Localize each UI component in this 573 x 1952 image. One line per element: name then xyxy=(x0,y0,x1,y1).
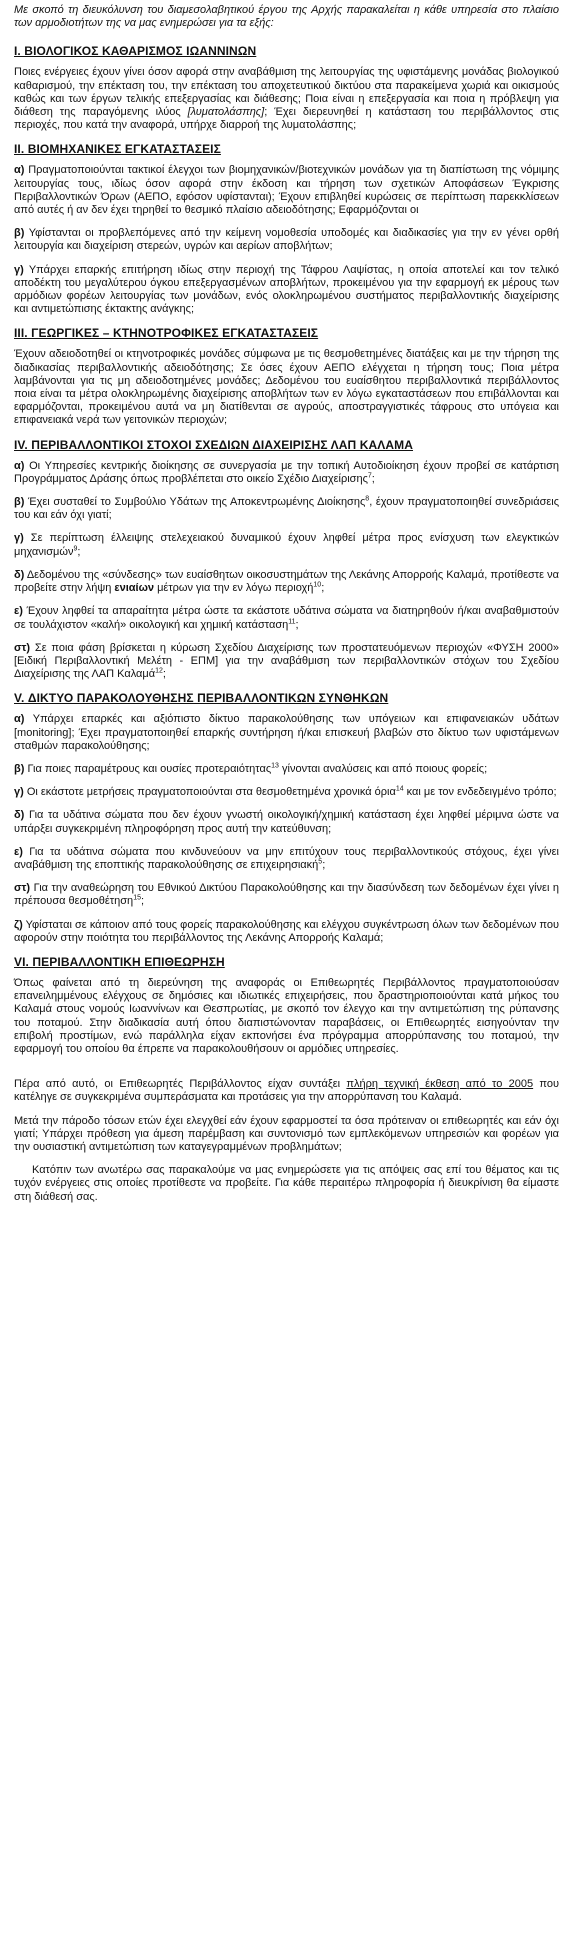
s4-d-text: Δεδομένου της «σύνδεσης» των ευαίσθητων οικοσυστημάτων της Λεκάνης Απορροής Καλαμά, προτίθεστε να προβείτε στην λήψη xyxy=(14,568,559,595)
s5-a-text: Υπάρχει επαρκές και αξιόπιστο δίκτυο παρακολούθησης των υπόγειων και επιφανειακών υδάτων [monitoring]; Έχει πραγματοποιηθεί επαρκής συντήρηση ή/και επισκευή βλαβών στο δίκτυο των υφιστάμενων σταθμών παρακολούθησης; xyxy=(14,713,559,752)
s5-item-d xyxy=(14,809,559,835)
section-1 xyxy=(14,44,559,132)
s5-item-b xyxy=(14,763,559,776)
s5-item-e: ε) Για τα υδάτινα σώματα που κινδυνεύουν να μην επιτύχουν τους περιβαλλοντικούς στόχους, έχει γίνει αναβάθμιση της εποπτικής παρακολούθησης σε επιχειρησιακή$^5$; xyxy=(14,845,559,871)
section-4-title: IV. ΠΕΡΙΒΑΛΛΟΝΤΙΚΟΙ ΣΤΟΧΟΙ ΣΧΕΔΙΩΝ ΔΙΑΧΕΙΡΙΣΗΣ ΛΑΠ ΚΑΛΑΜΑ xyxy=(14,437,414,452)
s5-c-text-end: και με τον ενδεδειγμένο τρόπο; xyxy=(403,786,557,799)
s4-item-c: γ) Σε περίπτωση έλλειψης στελεχειακού δυναμικού έχουν ληφθεί μέτρα προς ενίσχυση των ελεγκτικών μηχανισμών$^9$; xyxy=(14,532,559,558)
s4-a-footnote: 7 xyxy=(367,472,372,480)
s6-paragraph-3: Μετά την πάροδο τόσων ετών έχει ελεγχθεί εάν έχουν εφαρμοστεί τα όσα πρότειναν οι επιθεωρητές και εάν όχι γιατί; Υπάρχει πρόθεση για άμεση παρέμβαση και συντονισμό των εμπλεκόμενων υπηρεσιών και φορέων για την ουσιαστική αντιμετώπιση των καταγεγραμμένων προβλημάτων; xyxy=(14,1114,559,1153)
section-3-title: III. ΓΕΩΡΓΙΚΕΣ – ΚΤΗΝΟΤΡΟΦΙΚΕΣ ΕΓΚΑΤΑΣΤΑΣΕΙΣ xyxy=(14,326,319,341)
s4-b-label: β) xyxy=(14,496,25,509)
section-3 xyxy=(14,326,559,427)
s5-item-a xyxy=(14,713,559,753)
s2-item-a xyxy=(14,164,559,217)
section-4 xyxy=(14,438,559,682)
s2-b-text: Υφίστανται οι προβλεπόμενες από την κείμενη νομοθεσία υποδομές και διαδικασίες για την εν γένει ορθή λειτουργία και διαχείριση στερεών, υγρών και αερίων αποβλήτων; xyxy=(14,227,559,253)
s4-a-label: α) xyxy=(14,459,25,472)
s5-g-text: Υφίσταται σε κάποιον από τους φορείς παρακολούθησης και ελέγχου συγκέντρωση όλων των δεδομένων που αφορούν στην ποιότητα του περιβάλλοντος της Λεκάνης Απορροής Καλαμά; xyxy=(14,918,559,944)
s4-a-text: Οι Υπηρεσίες κεντρικής διοίκησης σε συνεργασία με την τοπική Αυτοδιοίκηση έχουν προβεί σε κατάρτιση Προγράμματος Δράσης όπως προβλέπεται στο οικείο Σχέδιο Διαχείρισης xyxy=(14,459,559,485)
s1-text: Ποιες ενέργειες έχουν γίνει όσον αφορά στην αναβάθμιση της λειτουργίας της υφιστάμενης μονάδας βιολογικού καθαρισμού, την επέκταση του, την επέκταση του αποχετευτικού δικτύου στα παρακείμενα χωριά και οικισμούς καθώς και των έργων τελικής επεξεργασίας και διάθεσης; Ποια είναι η επεξεργασία και ποια η πρόβλεψη για διάθεση της παραγόμενης ιλύος xyxy=(14,66,559,119)
s5-c-text: Οι εκάστοτε μετρήσεις πραγματοποιούνται στα θεσμοθετημένα χρονικά όρια xyxy=(26,786,396,799)
s5-d-label: δ) xyxy=(14,809,25,822)
s5-f-text: Για την αναθεώρηση του Εθνικού Δικτύου Παρακολούθησης και την διασύνδεση των δεδομένων έχει γίνει η πρέπουσα θεσμοθέτηση xyxy=(14,882,560,908)
s1-italic: [λυματολάσπης] xyxy=(187,106,265,119)
s6-paragraph-4: Κατόπιν των ανωτέρω σας παρακαλούμε να μας ενημερώσετε για τις απόψεις σας επί του θέματος και τις τυχόν ενέργειες στις οποίες προτίθεστε να προβείτε. Για κάθε περαιτέρω πληροφορία ή διευκρίνιση θα είμαστε στη διάθεσή σας. xyxy=(14,1164,559,1203)
s4-c-text: Σε περίπτωση έλλειψης στελεχειακού δυναμικού έχουν ληφθεί μέτρα προς ενίσχυση των ελεγκτικών μηχανισμών xyxy=(14,532,559,558)
s4-b-text-end: , έχουν πραγματοποιηθεί συνεδριάσεις του και εάν όχι γιατί; xyxy=(14,496,560,522)
s3-paragraph: Έχουν αδειοδοτηθεί οι κτηνοτροφικές μονάδες σύμφωνα με τις θεσμοθετημένες διατάξεις και με την τήρηση της διαδικασίας περιβαλλοντικής αδειοδότησης; Σε όσες έχουν ΑΕΠΟ ελέγχεται η τήρηση τους; Ποια μέτρα λαμβάνονται για τις μη αδειοδοτημένες μονάδες; Δεδομένου του ευαίσθητου περιβαλλοντικά περιβάλλοντος ποια είναι τα μέτρα ολοκληρωμένης διαχείρισης αποβλήτων των εν λόγω εγκαταστάσεων που επιβάλλονται και εφαρμόζονται, προκειμένου αυτά να μη διατίθενται σε αγρούς, αποστραγγιστικές τάφρους στο υπόγεια και επιφανειακά νερά των γειτονικών περιοχών; xyxy=(14,348,559,427)
section-6-title: VI. ΠΕΡΙΒΑΛΛΟΝΤΙΚΗ ΕΠΙΘΕΩΡΗΣΗ xyxy=(14,954,225,969)
s2-b-label: β) xyxy=(14,227,25,240)
s4-c-footnote: 9 xyxy=(73,545,78,553)
s5-d-text: Για τα υδάτινα σώματα που δεν έχουν γνωστή οικολογική/χημική κατάσταση έχει ληφθεί μέριμνα ώστε να υπάρξει συγκεκριμένη πληροφόρηση προς αυτή την κατεύθυνση; xyxy=(14,809,560,835)
s4-d-footnote: 10 xyxy=(313,581,322,589)
s4-item-e: ε) Έχουν ληφθεί τα απαραίτητα μέτρα ώστε τα εκάστοτε υδάτινα σώματα να διατηρηθούν ή/και αναβαθμιστούν σε τουλάχιστον «καλή» οικολογική και χημική κατάσταση$^{11}$; xyxy=(14,605,559,631)
s4-d-label: δ) xyxy=(14,568,25,581)
s2-c-label: γ) xyxy=(14,263,24,276)
s2-item-c xyxy=(14,264,559,317)
section-2 xyxy=(14,142,559,316)
s4-c-label: γ) xyxy=(14,532,24,545)
s4-item-d: δ) Δεδομένου της «σύνδεσης» των ευαίσθητων οικοσυστημάτων της Λεκάνης Απορροής Καλαμά, προτίθεστε να προβείτε στην λήψη ενιαίων μέτρων για την εν λόγω περιοχή$^{10}$; xyxy=(14,568,559,595)
section-1-title: I. ΒΙΟΛΟΓΙΚΟΣ ΚΑΘΑΡΙΣΜΟΣ ΙΩΑΝΝΙΝΩΝ xyxy=(14,44,257,59)
section-5-title: V. ΔΙΚΤΥΟ ΠΑΡΑΚΟΛΟΥΘΗΣΗΣ ΠΕΡΙΒΑΛΛΟΝΤΙΚΩΝ ΣΥΝΘΗΚΩΝ xyxy=(14,691,389,706)
section-1-paragraph xyxy=(14,66,559,132)
s4-e-label: ε) xyxy=(14,605,23,618)
s5-a-label: α) xyxy=(14,713,25,726)
s4-f-footnote: 12 xyxy=(155,667,163,675)
s4-b-footnote: 8 xyxy=(365,495,370,503)
s2-a-label: α) xyxy=(14,164,25,177)
s4-item-b xyxy=(14,496,559,522)
s4-item-a: α) Οι Υπηρεσίες κεντρικής διοίκησης σε συνεργασία με την τοπική Αυτοδιοίκηση έχουν προβεί σε κατάρτιση Προγράμματος Δράσης όπως προβλέπεται στο οικείο Σχέδιο Διαχείρισης$^7$; xyxy=(14,459,559,485)
s5-f-label: στ) xyxy=(14,882,31,895)
s5-e-label: ε) xyxy=(14,845,23,858)
s6-paragraph-1: Όπως φαίνεται από τη διερεύνηση της αναφοράς οι Επιθεωρητές Περιβάλλοντος πραγματοποιούσαν επανειλημμένους ελέγχους σε δημόσιες και ιδιωτικές επιχειρήσεις, που δραστηριοποιούνται κατά μήκος του Καλαμά στους νομούς Ιωαννίνων και Θεσπρωτίας, με σκοπό τον έλεγχο και την αντιμετώπιση της ρύπανσης του ποταμού. Στην διαδικασία αυτή όπου διαπιστώνονταν παραβάσεις, οι Επιθεωρητές εισηγούνταν την επιβολή προστίμων, ενώ παράλληλα είχαν εκπονήσει ένα πρόγραμμα απορρύπανσης του ποταμού, την εφαρμογή του οποίου θα έπρεπε να παρακολουθήσουν οι αρμόδιες υπηρεσίες. xyxy=(14,976,559,1055)
s5-b-text-end: γίνονται αναλύσεις και από ποιους φορείς; xyxy=(278,762,488,775)
s2-c-text: Υπάρχει επαρκής επιτήρηση ιδίως στην περιοχή της Τάφρου Λαψίστας, η οποία αποτελεί και τον τελικό αποδέκτη του μεγαλύτερου όγκου επεξεργασμένων αποβλήτων, προκειμένου για την εφαρμογή εκ μέρους των αρμόδιων φορέων λειτουργίας των μονάδων, ενός ολοκληρωμένου συστήματος περιβαλλοντικής διαχείρισης και αντιμετώπισης έκτακτης ανάγκης; xyxy=(14,263,560,316)
s5-c-footnote: 14 xyxy=(395,785,404,793)
s5-e-footnote: 5 xyxy=(318,858,323,866)
s5-b-text: Για ποιες παραμέτρους και ουσίες προτεραιότητας xyxy=(27,762,272,775)
s4-f-label: στ) xyxy=(14,641,31,654)
s5-item-c xyxy=(14,786,559,799)
s4-d-bold: ενιαίων xyxy=(114,582,155,595)
s4-f-text: Σε ποια φάση βρίσκεται η κύρωση Σχεδίου Διαχείρισης των προστατευόμενων περιοχών «ΦΥΣΗ 2000» [Ειδική Περιβαλλοντική Μελέτη - ΕΠΜ] για την αναβάθμιση των περιβαλλοντικών στόχων του Σχεδίου Διαχείρισης της ΛΑΠ Καλαμά xyxy=(14,641,559,681)
s2-a-text: Πραγματοποιούνται τακτικοί έλεγχοι των βιομηχανικών/βιοτεχνικών μονάδων για τη διαπίστωση της νόμιμης λειτουργίας τους, ιδίως όσον αφορά στην έκδοση και τήρηση των σχετικών Αποφάσεων Έγκρισης Περιβαλλοντικών Όρων (ΑΕΠΟ, εφόσον υφίστανται); Έχουν επιβληθεί κυρώσεις σε περίπτωση παρεκκλίσεων από αυτές ή αν δεν έχει τηρηθεί το θεσμικό πλαίσιο αδειοδότησης; Εφαρμόζονται οι xyxy=(14,164,559,217)
s6-p2-underlined: πλήρη τεχνική έκθεση από το 2005 xyxy=(346,1078,534,1091)
section-5 xyxy=(14,691,559,945)
s4-e-footnote: 11 xyxy=(288,617,296,625)
s5-f-footnote: 15 xyxy=(133,894,141,902)
s5-g-label: ζ) xyxy=(14,918,23,931)
s4-item-f: στ) Σε ποια φάση βρίσκεται η κύρωση Σχεδίου Διαχείρισης των προστατευόμενων περιοχών «ΦΥΣΗ 2000» [Ειδική Περιβαλλοντική Μελέτη - ΕΠΜ] για την αναβάθμιση των περιβαλλοντικών στόχων του Σχεδίου Διαχείρισης της ΛΑΠ Καλαμά$^{12}$; xyxy=(14,641,559,681)
s5-item-f: στ) Για την αναθεώρηση του Εθνικού Δικτύου Παρακολούθησης και την διασύνδεση των δεδομένων έχει γίνει η πρέπουσα θεσμοθέτηση$^{15}$; xyxy=(14,882,560,908)
s5-e-text: Για τα υδάτινα σώματα που κινδυνεύουν να μην επιτύχουν τους περιβαλλοντικούς στόχους, έχει γίνει αναβάθμιση της εποπτικής παρακολούθησης σε επιχειρησιακή xyxy=(14,845,559,871)
s5-b-label: β) xyxy=(14,762,25,775)
s4-b-text: Έχει συσταθεί το Συμβούλιο Υδάτων της Αποκεντρωμένης Διοίκησης xyxy=(28,496,366,509)
s2-item-b xyxy=(14,227,559,253)
s4-e-text: Έχουν ληφθεί τα απαραίτητα μέτρα ώστε τα εκάστοτε υδάτινα σώματα να διατηρηθούν ή/και αναβαθμιστούν σε τουλάχιστον «καλή» οικολογική και χημική κατάσταση xyxy=(14,605,559,631)
intro-paragraph: Με σκοπό τη διευκόλυνση του διαμεσολαβητικού έργου της Αρχής παρακαλείται η κάθε υπηρεσία στο πλαίσιο των αρμοδιοτήτων της να μας ενημερώσει για τα εξής: xyxy=(14,4,559,30)
section-2-title: II. ΒΙΟΜΗΧΑΝΙΚΕΣ ΕΓΚΑΤΑΣΤΑΣΕΙΣ xyxy=(14,142,221,157)
s1-text-end: ; Έχει διερευνηθεί η κατάσταση του περιβάλλοντος στις περιοχές, που κατά την αναφορά, υπήρχε διαρροή της λυματολάσπης; xyxy=(14,106,559,132)
s6-p2-text: Πέρα από αυτό, οι Επιθεωρητές Περιβάλλοντος είχαν συντάξει xyxy=(14,1078,347,1091)
s5-c-label: γ) xyxy=(14,786,24,799)
s6-p2-text-end: που κατέληγε σε συγκεκριμένα συμπεράσματα και προτάσεις για την απορρύπανση του Καλαμά. xyxy=(14,1078,559,1104)
s6-paragraph-2 xyxy=(14,1078,559,1104)
s4-d-text-end: μέτρων για την εν λόγω περιοχή xyxy=(154,582,314,595)
s5-b-footnote: 13 xyxy=(271,762,279,770)
s5-item-g xyxy=(14,919,559,945)
spacer xyxy=(14,1066,559,1078)
section-6 xyxy=(14,955,559,1204)
